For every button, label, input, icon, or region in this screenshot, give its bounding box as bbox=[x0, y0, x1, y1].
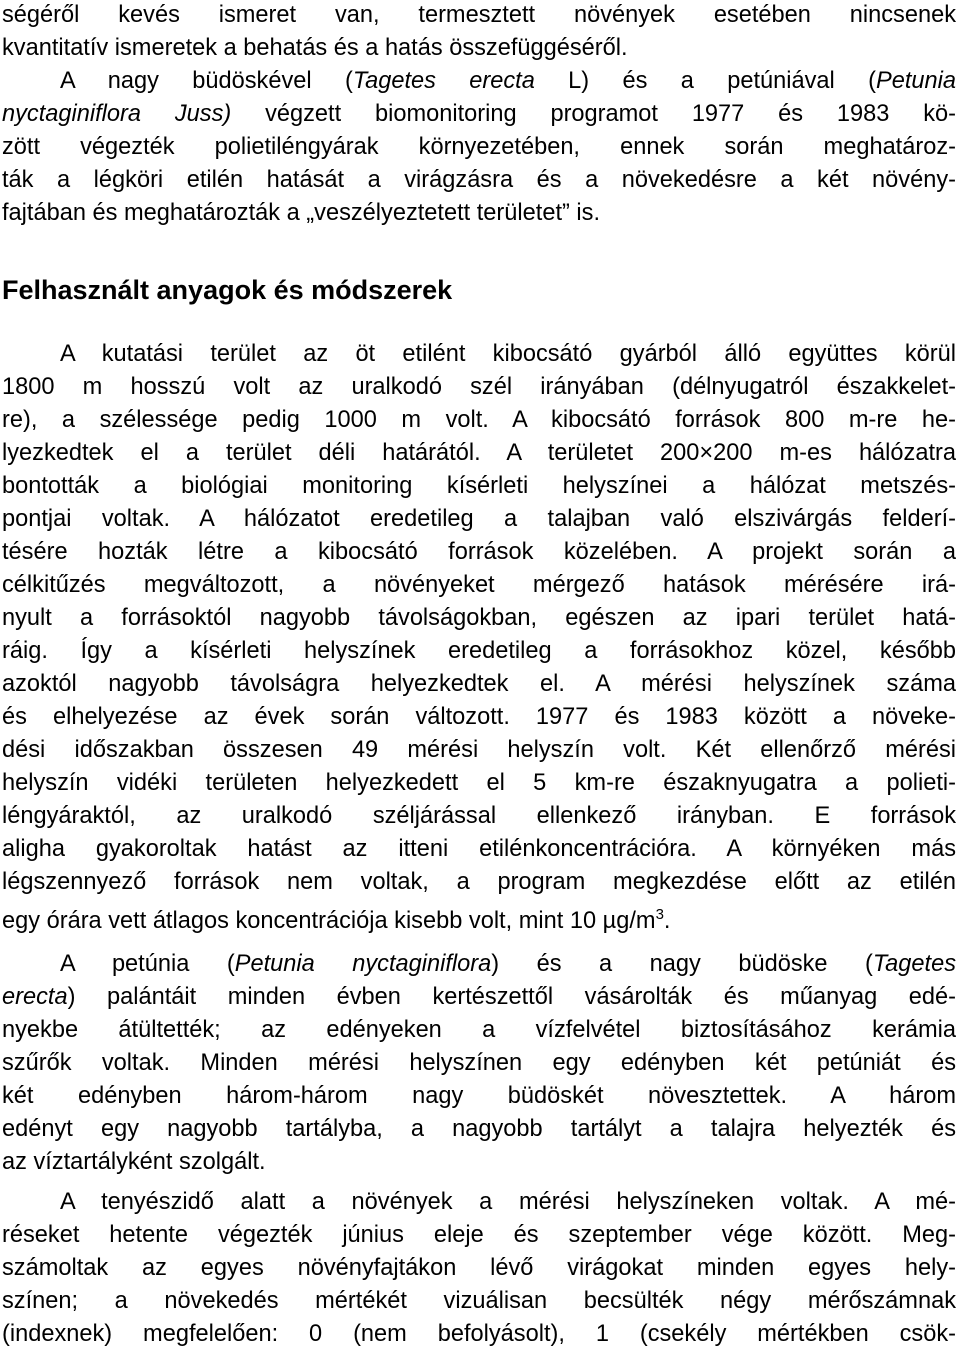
text-line: nyekbe átültették; az edényeken a vízfelvétel biztosításához kerámia bbox=[2, 1017, 956, 1043]
text-segment: L) és a petúniával ( bbox=[534, 68, 876, 94]
text-line: helyszín vidéki területen helyezkedett el 5 km-re északnyugatra a polieti- bbox=[2, 770, 956, 796]
superscript: 3 bbox=[655, 906, 664, 923]
text-line bbox=[2, 65, 956, 97]
text-segment: A petúnia ( bbox=[60, 951, 235, 977]
text-line bbox=[2, 981, 956, 1013]
text-line: szűrők voltak. Minden mérési helyszínen egy edényben két petúniát és bbox=[2, 1050, 956, 1076]
text-segment: A nagy büdöskével ( bbox=[60, 68, 353, 94]
text-line: két edényben három-három nagy büdöskét növesztettek. A három bbox=[2, 1083, 956, 1109]
text-segment: ) és a nagy büdöske ( bbox=[491, 951, 873, 977]
text-line: (indexnek) megfelelően: 0 (nem befolyásolt), 1 (csekély mértékben csök- bbox=[2, 1321, 956, 1347]
text-segment: ) palántáit minden évben kertészettől vásárolták és műanyag edé- bbox=[67, 984, 956, 1010]
section-heading: Felhasznált anyagok és módszerek bbox=[2, 275, 453, 305]
species-name: Petunia nyctaginiflora bbox=[234, 951, 492, 977]
text-segment: végzett biomonitoring programot 1977 és 1983 kö- bbox=[231, 101, 956, 127]
text-line: zött végezték polietiléngyárak környezetében, ennek során meghatároz- bbox=[2, 134, 956, 160]
text-line: re), a szélessége pedig 1000 m volt. A kibocsátó források 800 m-re he- bbox=[2, 407, 956, 433]
text-line: az víztartályként szolgált. bbox=[2, 1149, 266, 1175]
text-line: azoktól nagyobb távolságra helyezkedtek el. A mérési helyszínek száma bbox=[2, 671, 956, 697]
text-line bbox=[2, 948, 956, 980]
species-name: Petunia bbox=[875, 68, 956, 94]
text-line: és elhelyezése az évek során változott. 1977 és 1983 között a növeke- bbox=[2, 704, 956, 730]
text-line: léngyáraktól, az uralkodó széljárással ellenkező irányban. E források bbox=[2, 803, 956, 829]
text-line: A kutatási terület az öt etilént kibocsátó gyárból álló együttes körül bbox=[60, 341, 956, 367]
species-name: nyctaginiflora Juss) bbox=[2, 101, 232, 127]
text-line: számoltak az egyes növényfajtákon lévő virágokat minden egyes hely- bbox=[2, 1255, 956, 1281]
text-segment: egy órára vett átlagos koncentrációja kisebb volt, mint 10 µg/m bbox=[2, 908, 656, 934]
text-segment: . bbox=[663, 908, 671, 934]
text-line: edényt egy nagyobb tartályba, a nagyobb tartályt a talajra helyezték és bbox=[2, 1116, 956, 1142]
species-name: Tagetes erecta bbox=[352, 68, 535, 94]
text-line: 1800 m hosszú volt az uralkodó szél irányában (délnyugatról északkelet- bbox=[2, 374, 956, 400]
text-line: dési időszakban összesen 49 mérési helyszín volt. Két ellenőrző mérési bbox=[2, 737, 956, 763]
text-line: fajtában és meghatározták a „veszélyeztetett területet” is. bbox=[2, 200, 601, 226]
text-line: ták a légköri etilén hatását a virágzásra és a növekedésre a két növény- bbox=[2, 167, 956, 193]
text-line: kvantitatív ismeretek a behatás és a hatás összefüggéséről. bbox=[2, 35, 628, 61]
text-line: bontották a biológiai monitoring kísérleti helyszínei a hálózat metszés- bbox=[2, 473, 956, 499]
text-line: réseket hetente végezték június eleje és szeptember vége között. Meg- bbox=[2, 1222, 956, 1248]
text-line bbox=[2, 98, 956, 130]
text-line: célkitűzés megváltozott, a növényeket mérgező hatások mérésére irá- bbox=[2, 572, 956, 598]
text-line bbox=[2, 905, 956, 937]
text-line: légszennyező források nem voltak, a program megkezdése előtt az etilén bbox=[2, 869, 956, 895]
text-line: pontjai voltak. A hálózatot eredetileg a talajban való elszivárgás felderí- bbox=[2, 506, 956, 532]
text-line: ráig. Így a kísérleti helyszínek eredetileg a forrásokhoz közel, később bbox=[2, 638, 956, 664]
text-line: ségéről kevés ismeret van, termesztett növények esetében nincsenek bbox=[2, 2, 956, 28]
text-line: A tenyészidő alatt a növények a mérési helyszíneken voltak. A mé- bbox=[60, 1189, 956, 1215]
text-line: aligha gyakoroltak hatást az itteni etilénkoncentrációra. A környéken más bbox=[2, 836, 956, 862]
text-line: lyezkedtek el a terület déli határától. A területet 200×200 m-es hálózatra bbox=[2, 440, 956, 466]
species-name: Tagetes bbox=[872, 951, 956, 977]
species-name: erecta bbox=[2, 984, 68, 1010]
text-line: nyult a forrásoktól nagyobb távolságokban, egészen az ipari terület hatá- bbox=[2, 605, 956, 631]
text-line: tésére hozták létre a kibocsátó források közelében. A projekt során a bbox=[2, 539, 956, 565]
text-line: színen; a növekedés mértékét vizuálisan becsülték négy mérőszámnak bbox=[2, 1288, 956, 1314]
